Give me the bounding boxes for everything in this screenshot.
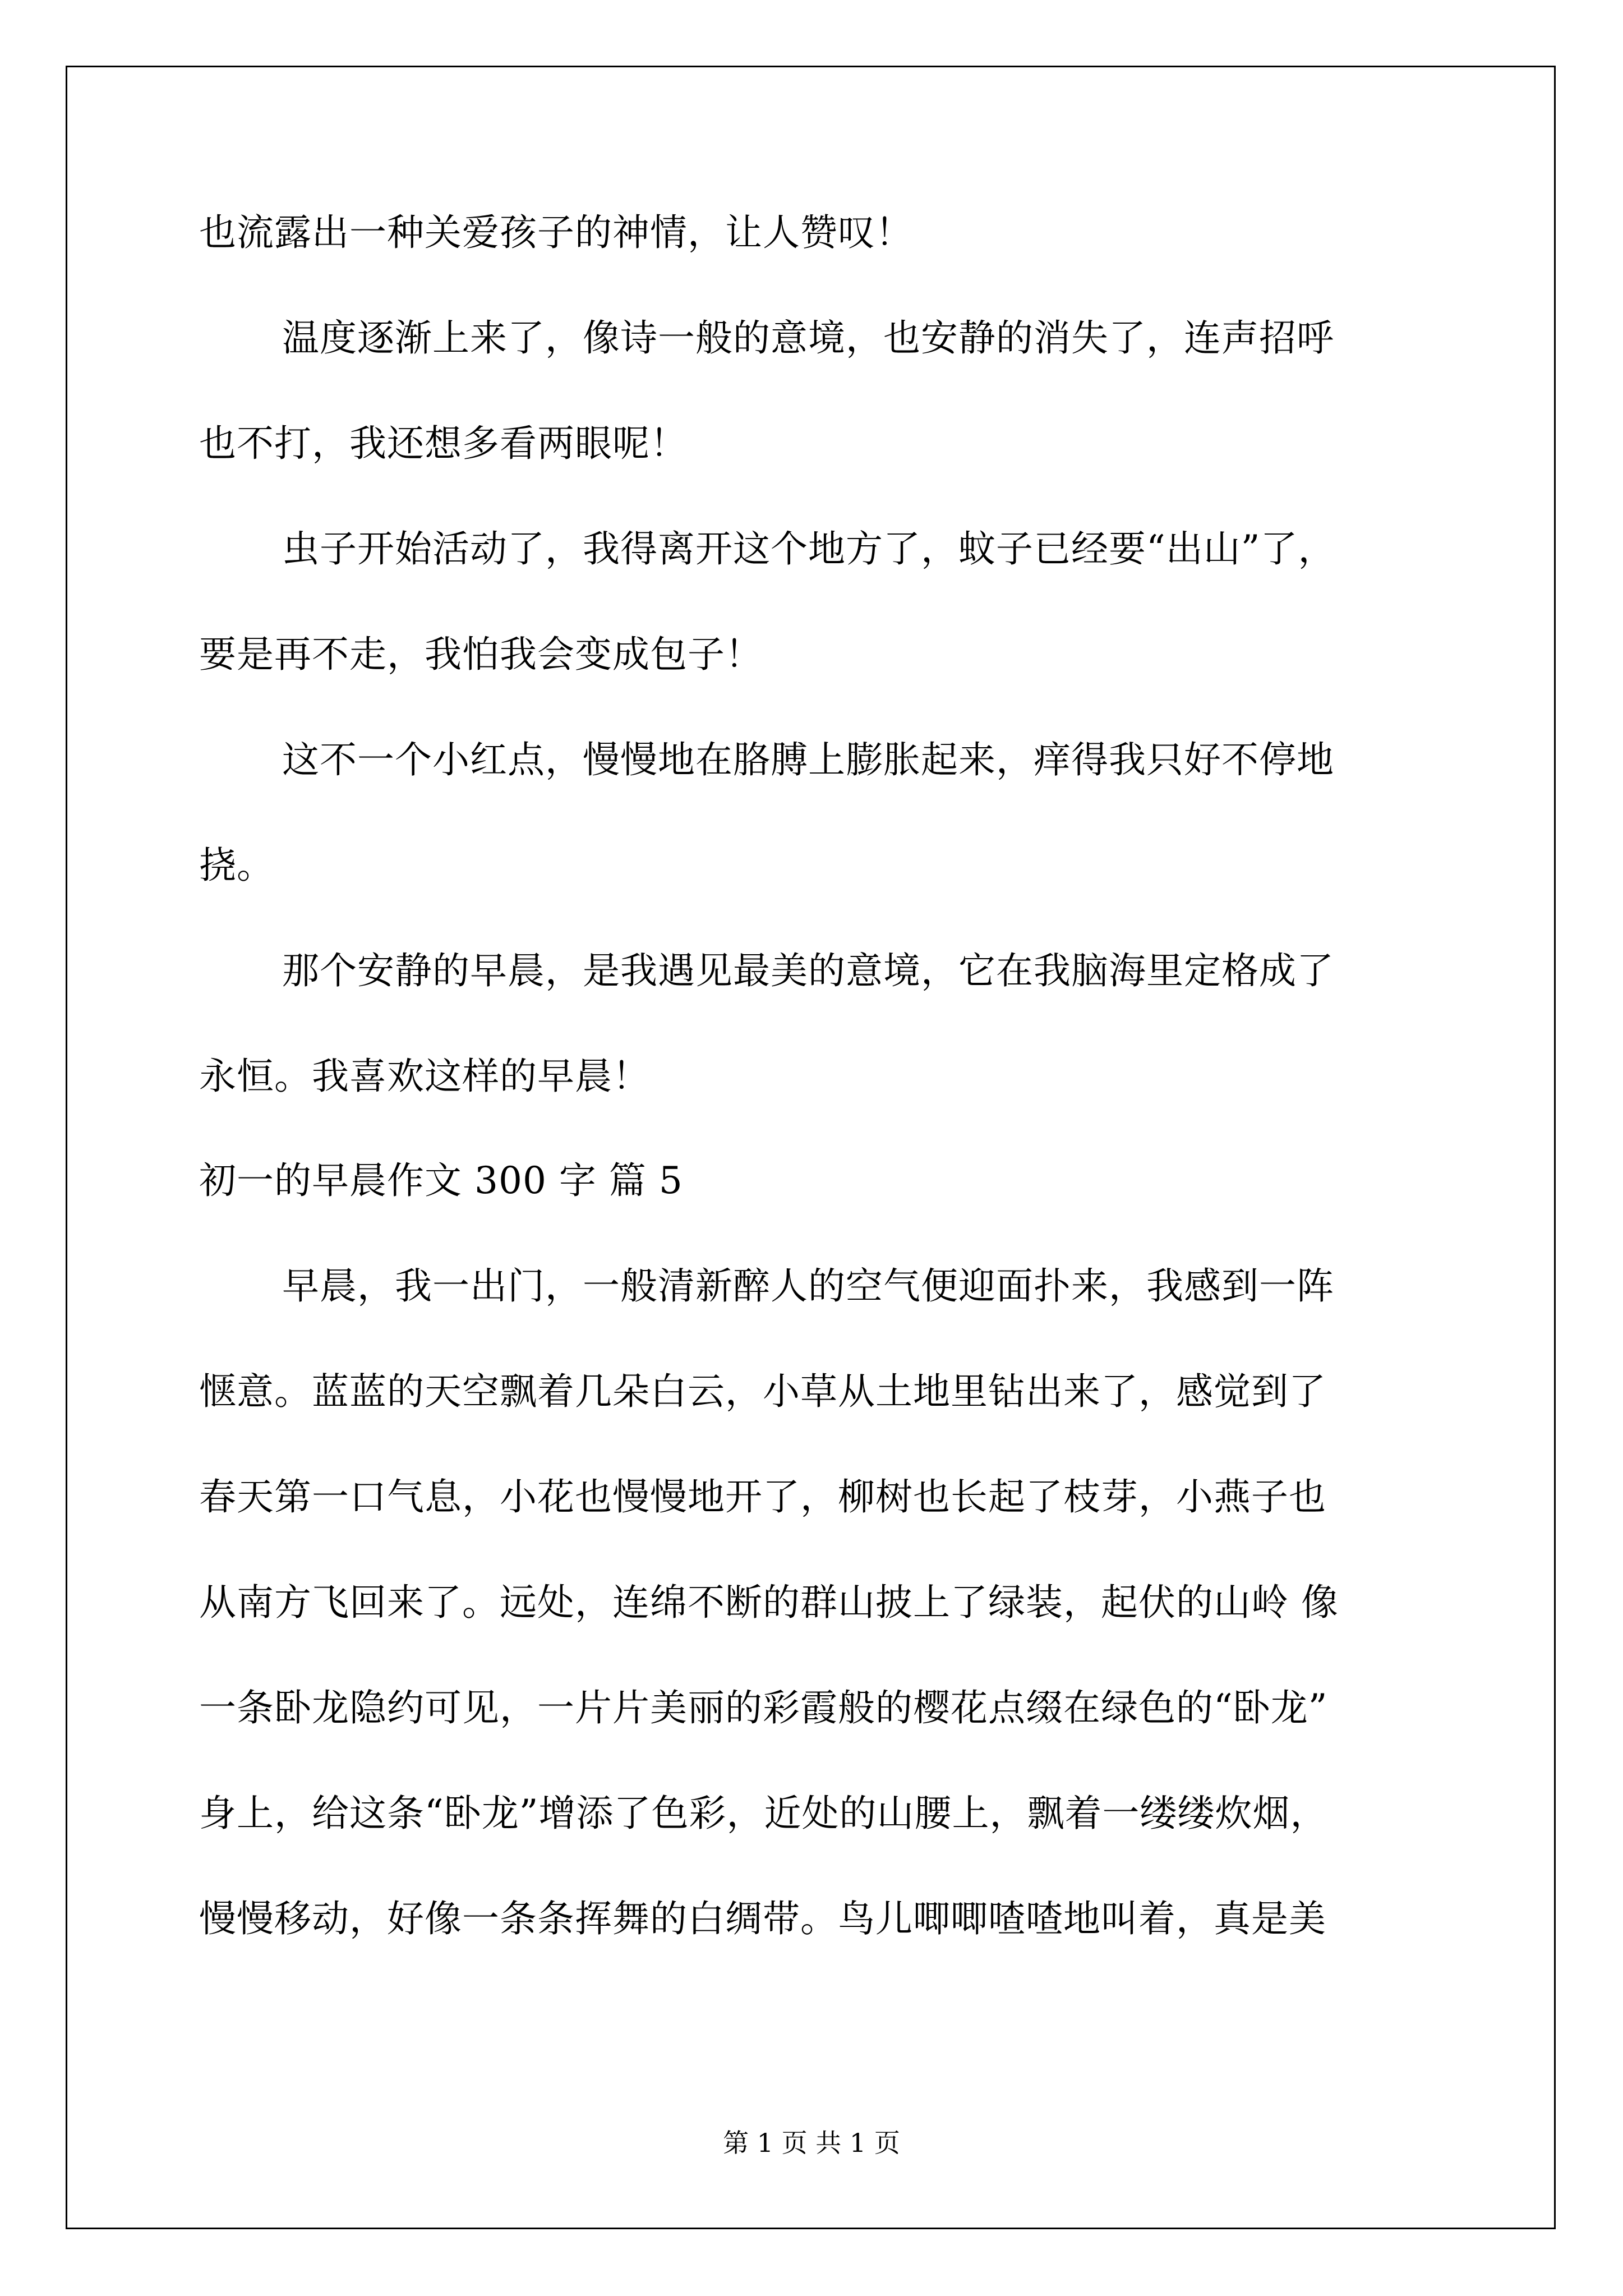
text-line: 永恒。我喜欢这样的早晨！ <box>199 1055 650 1098</box>
text-line: 这不一个小红点，慢慢地在胳膊上膨胀起来，痒得我只好不停地 <box>282 738 1334 781</box>
text-line: 也不打，我还想多看两眼呢！ <box>199 422 688 465</box>
text-line: 虫子开始活动了，我得离开这个地方了，蚊子已经要“出山”了， <box>282 527 1336 570</box>
text-line: 身上，给这条“卧龙”增添了色彩，近处的山腰上，飘着一缕缕炊烟， <box>199 1792 1328 1835</box>
text-line: 一条卧龙隐约可见，一片片美丽的彩霞般的樱花点缀在绿色的“卧龙” <box>199 1686 1328 1729</box>
section-heading: 初一的早晨作文 300 字 篇 5 <box>199 1159 683 1202</box>
text-line: 挠。 <box>199 844 274 887</box>
text-line: 那个安静的早晨，是我遇见最美的意境，它在我脑海里定格成了 <box>282 949 1334 992</box>
text-line: 要是再不走，我怕我会变成包子！ <box>199 633 763 676</box>
text-line: 惬意。蓝蓝的天空飘着几朵白云，小草从土地里钻出来了，感觉到了 <box>199 1370 1326 1413</box>
page-footer: 第 1 页 共 1 页 <box>723 2128 900 2158</box>
text-line: 从南方飞回来了。远处，连绵不断的群山披上了绿装，起伏的山岭 像 <box>199 1581 1339 1624</box>
text-line: 也流露出一种关爱孩子的神情，让人赞叹！ <box>199 211 913 254</box>
text-line: 慢慢移动，好像一条条挥舞的白绸带。鸟儿唧唧喳喳地叫着，真是美 <box>199 1897 1326 1940</box>
text-line: 春天第一口气息，小花也慢慢地开了，柳树也长起了枝芽，小燕子也 <box>199 1475 1326 1519</box>
text-line: 温度逐渐上来了，像诗一般的意境，也安静的消失了，连声招呼 <box>282 316 1334 360</box>
text-line: 早晨，我一出门，一般清新醉人的空气便迎面扑来，我感到一阵 <box>282 1264 1334 1308</box>
